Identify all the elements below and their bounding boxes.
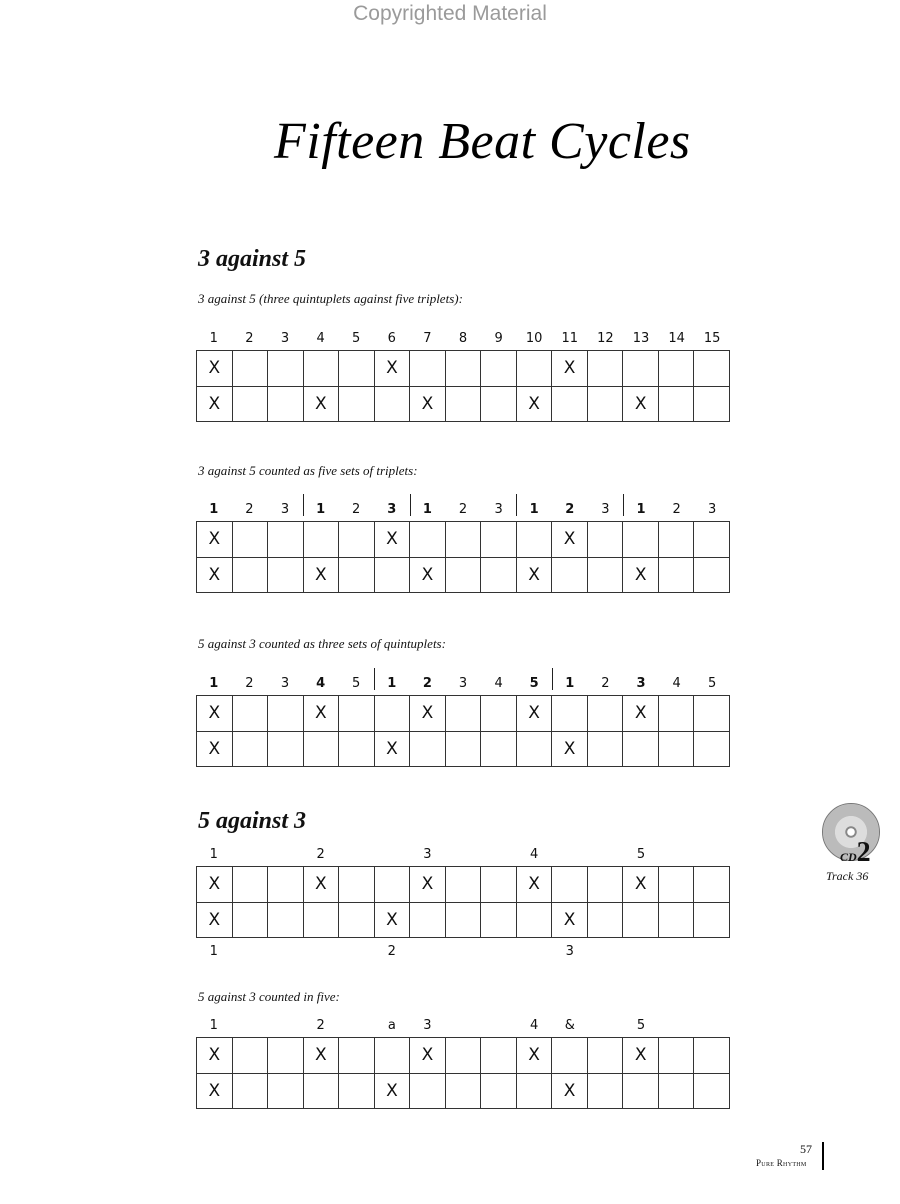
- rest-cell: [303, 902, 339, 938]
- rest-cell: [587, 386, 623, 422]
- cd-prefix: CD: [840, 850, 857, 864]
- beat-count-label: 5: [708, 676, 717, 691]
- beat-count-label: 1: [565, 676, 575, 691]
- rest-cell: [694, 1038, 730, 1074]
- cd-disc-number: 2: [856, 837, 871, 868]
- rest-cell: [445, 386, 481, 422]
- rest-cell: [232, 386, 268, 422]
- beat-count-label: 7: [423, 331, 432, 346]
- section-heading-3-against-5: 3 against 5: [198, 246, 307, 272]
- hit-cell: X: [623, 557, 659, 593]
- hit-cell: X: [197, 351, 233, 387]
- hit-cell: X: [197, 1038, 233, 1074]
- beat-count-label: 1: [316, 502, 326, 517]
- hit-cell: X: [623, 867, 659, 903]
- rest-cell: [339, 522, 375, 558]
- rest-cell: [410, 522, 446, 558]
- rest-cell: [552, 696, 588, 732]
- hit-cell: X: [197, 522, 233, 558]
- rhythm-grid: [196, 350, 730, 422]
- rest-cell: [303, 351, 339, 387]
- rest-cell: [445, 522, 481, 558]
- grid-row: [197, 867, 730, 903]
- hit-cell: X: [516, 696, 552, 732]
- beat-count-label: 3: [601, 502, 610, 517]
- rest-cell: [481, 902, 517, 938]
- hit-cell: X: [623, 386, 659, 422]
- rest-cell: [658, 902, 694, 938]
- hit-cell: X: [197, 386, 233, 422]
- hit-cell: X: [303, 867, 339, 903]
- beat-count-label: 5: [636, 1018, 646, 1033]
- beat-count-label: 1: [209, 331, 218, 346]
- beat-count-label: 3: [280, 331, 290, 346]
- hit-cell: X: [516, 386, 552, 422]
- beat-count-label: 5: [352, 676, 361, 691]
- rest-cell: [232, 522, 268, 558]
- group-divider: [552, 668, 553, 690]
- running-footer-title: Pure Rhythm: [756, 1158, 807, 1168]
- beat-count-label: 2: [316, 847, 325, 862]
- hit-cell: X: [552, 1073, 588, 1109]
- beat-count-label: 3: [494, 502, 503, 517]
- rest-cell: [481, 867, 517, 903]
- beat-count-label: 3: [280, 502, 290, 517]
- hit-cell: X: [410, 1038, 446, 1074]
- rest-cell: [339, 1073, 375, 1109]
- rest-cell: [481, 557, 517, 593]
- beat-count-label: 2: [352, 502, 361, 517]
- beat-count-label: 1: [529, 502, 539, 517]
- rest-cell: [623, 731, 659, 767]
- rest-cell: [658, 1038, 694, 1074]
- rest-cell: [516, 902, 552, 938]
- rest-cell: [623, 522, 659, 558]
- grid-row: [197, 522, 730, 558]
- beat-count-label: 5: [529, 676, 539, 691]
- count-row-bottom: [196, 944, 730, 962]
- rest-cell: [232, 1073, 268, 1109]
- footer-rule: [822, 1142, 824, 1170]
- count-row: [196, 847, 730, 865]
- rest-cell: [445, 867, 481, 903]
- rest-cell: [587, 731, 623, 767]
- beat-count-label: 3: [636, 676, 646, 691]
- beat-count-label: 1: [422, 502, 432, 517]
- beat-count-label: 2: [245, 331, 254, 346]
- beat-count-label: 2: [387, 944, 396, 959]
- hit-cell: X: [623, 696, 659, 732]
- cd-track-number: Track 36: [826, 869, 869, 883]
- rest-cell: [268, 696, 304, 732]
- rest-cell: [658, 867, 694, 903]
- beat-count-label: 14: [668, 331, 685, 346]
- rest-cell: [481, 696, 517, 732]
- beat-count-label: 9: [494, 331, 503, 346]
- rest-cell: [374, 867, 410, 903]
- rest-cell: [587, 557, 623, 593]
- beat-count-label: 1: [209, 676, 219, 691]
- rest-cell: [587, 902, 623, 938]
- beat-count-label: 2: [245, 502, 254, 517]
- rest-cell: [374, 386, 410, 422]
- rest-cell: [445, 1073, 481, 1109]
- rest-cell: [516, 522, 552, 558]
- beat-count-label: 4: [316, 331, 325, 346]
- rest-cell: [268, 351, 304, 387]
- beat-count-label: 3: [708, 502, 717, 517]
- rest-cell: [374, 696, 410, 732]
- hit-cell: X: [197, 902, 233, 938]
- rest-cell: [481, 386, 517, 422]
- rest-cell: [445, 351, 481, 387]
- rest-cell: [339, 696, 375, 732]
- caption-five-sets-of-triplets: 3 against 5 counted as five sets of triplets:: [198, 463, 418, 478]
- rest-cell: [658, 557, 694, 593]
- grid-row: [197, 902, 730, 938]
- hit-cell: X: [303, 696, 339, 732]
- rest-cell: [658, 731, 694, 767]
- beat-count-label: 3: [423, 1018, 432, 1033]
- beat-count-label: 11: [561, 331, 579, 346]
- cd-track-badge: [820, 803, 882, 883]
- beat-count-label: 2: [672, 502, 681, 517]
- rest-cell: [481, 731, 517, 767]
- hit-cell: X: [303, 557, 339, 593]
- rest-cell: [445, 557, 481, 593]
- rest-cell: [268, 1038, 304, 1074]
- hit-cell: X: [374, 731, 410, 767]
- beat-count-label: 8: [458, 331, 468, 346]
- rest-cell: [339, 1038, 375, 1074]
- beat-count-label: 2: [458, 502, 468, 517]
- beat-count-label: 5: [352, 331, 361, 346]
- rest-cell: [694, 902, 730, 938]
- beat-count-label: 2: [601, 676, 610, 691]
- grid-row: [197, 696, 730, 732]
- rest-cell: [232, 557, 268, 593]
- beat-count-label: &: [564, 1018, 575, 1033]
- rest-cell: [481, 1038, 517, 1074]
- hit-cell: X: [303, 1038, 339, 1074]
- rest-cell: [410, 731, 446, 767]
- group-divider: [374, 668, 375, 690]
- rest-cell: [445, 731, 481, 767]
- rest-cell: [445, 696, 481, 732]
- rest-cell: [587, 351, 623, 387]
- rest-cell: [516, 1073, 552, 1109]
- beat-count-label: 15: [703, 331, 721, 346]
- rest-cell: [339, 557, 375, 593]
- caption-three-quintuplets: 3 against 5 (three quintuplets against five triplets):: [198, 291, 463, 306]
- rest-cell: [481, 351, 517, 387]
- rhythm-grid: [196, 695, 730, 767]
- cd-label: [840, 837, 871, 869]
- beat-count-label: 4: [316, 676, 326, 691]
- hit-cell: X: [374, 902, 410, 938]
- hit-cell: X: [197, 1073, 233, 1109]
- beat-count-label: 5: [636, 847, 646, 862]
- rest-cell: [232, 1038, 268, 1074]
- beat-count-label: 3: [387, 502, 397, 517]
- rhythm-grid: [196, 1037, 730, 1109]
- beat-count-label: 1: [209, 847, 218, 862]
- hit-cell: X: [197, 731, 233, 767]
- rhythm-grid: [196, 866, 730, 938]
- caption-three-sets-of-quintuplets: 5 against 3 counted as three sets of quintuplets:: [198, 636, 446, 651]
- rest-cell: [410, 1073, 446, 1109]
- beat-count-label: 2: [316, 1018, 325, 1033]
- beat-count-label: 4: [672, 676, 681, 691]
- rest-cell: [410, 351, 446, 387]
- rest-cell: [694, 1073, 730, 1109]
- grid-row: [197, 557, 730, 593]
- rest-cell: [303, 1073, 339, 1109]
- hit-cell: X: [552, 522, 588, 558]
- rest-cell: [658, 522, 694, 558]
- beat-count-label: 10: [525, 331, 543, 346]
- rest-cell: [694, 867, 730, 903]
- beat-count-label: 6: [387, 331, 396, 346]
- grid-row: [197, 1073, 730, 1109]
- rest-cell: [232, 696, 268, 732]
- rest-cell: [552, 867, 588, 903]
- hit-cell: X: [374, 1073, 410, 1109]
- grid-row: [197, 1038, 730, 1074]
- beat-count-label: 1: [387, 676, 397, 691]
- rest-cell: [232, 867, 268, 903]
- rest-cell: [694, 351, 730, 387]
- rest-cell: [587, 1073, 623, 1109]
- rest-cell: [268, 522, 304, 558]
- beat-count-label: 12: [597, 331, 614, 346]
- beat-count-label: 1: [209, 1018, 218, 1033]
- rest-cell: [658, 351, 694, 387]
- rest-cell: [268, 867, 304, 903]
- rest-cell: [339, 386, 375, 422]
- rest-cell: [587, 1038, 623, 1074]
- beat-count-label: 3: [280, 676, 290, 691]
- group-divider: [516, 494, 517, 516]
- beat-count-label: 3: [423, 847, 432, 862]
- rest-cell: [481, 1073, 517, 1109]
- rest-cell: [339, 902, 375, 938]
- rest-cell: [694, 386, 730, 422]
- hit-cell: X: [197, 557, 233, 593]
- hit-cell: X: [516, 867, 552, 903]
- rhythm-grid: [196, 521, 730, 593]
- rest-cell: [587, 696, 623, 732]
- rest-cell: [623, 1073, 659, 1109]
- hit-cell: X: [410, 867, 446, 903]
- rest-cell: [552, 386, 588, 422]
- count-row: [196, 502, 730, 520]
- rest-cell: [552, 557, 588, 593]
- beat-count-label: 1: [209, 502, 219, 517]
- hit-cell: X: [623, 1038, 659, 1074]
- beat-count-label: 2: [245, 676, 254, 691]
- rest-cell: [445, 902, 481, 938]
- rest-cell: [445, 1038, 481, 1074]
- rest-cell: [303, 522, 339, 558]
- beat-count-label: 4: [530, 1018, 539, 1033]
- rest-cell: [268, 1073, 304, 1109]
- hit-cell: X: [410, 696, 446, 732]
- hit-cell: X: [374, 351, 410, 387]
- rest-cell: [232, 902, 268, 938]
- rest-cell: [303, 731, 339, 767]
- beat-count-label: 13: [632, 331, 650, 346]
- rest-cell: [232, 351, 268, 387]
- rest-cell: [694, 557, 730, 593]
- rest-cell: [587, 522, 623, 558]
- beat-count-label: a: [387, 1018, 396, 1033]
- beat-count-label: 1: [209, 944, 218, 959]
- beat-count-label: 4: [494, 676, 503, 691]
- rest-cell: [410, 902, 446, 938]
- rest-cell: [232, 731, 268, 767]
- hit-cell: X: [374, 522, 410, 558]
- hit-cell: X: [516, 1038, 552, 1074]
- count-row: [196, 331, 730, 349]
- beat-count-label: 2: [422, 676, 432, 691]
- rest-cell: [623, 902, 659, 938]
- hit-cell: X: [410, 386, 446, 422]
- hit-cell: X: [552, 351, 588, 387]
- rest-cell: [516, 731, 552, 767]
- beat-count-label: 3: [458, 676, 468, 691]
- grid-row: [197, 351, 730, 387]
- rest-cell: [339, 731, 375, 767]
- count-row: [196, 676, 730, 694]
- rest-cell: [268, 731, 304, 767]
- beat-count-label: 2: [565, 502, 575, 517]
- copyright-watermark: Copyrighted Material: [353, 2, 547, 25]
- rest-cell: [658, 386, 694, 422]
- rest-cell: [694, 522, 730, 558]
- rest-cell: [481, 522, 517, 558]
- hit-cell: X: [516, 557, 552, 593]
- beat-count-label: 1: [636, 502, 646, 517]
- caption-counted-in-five: 5 against 3 counted in five:: [198, 989, 340, 1004]
- group-divider: [303, 494, 304, 516]
- page-number: 57: [800, 1142, 812, 1156]
- rest-cell: [694, 731, 730, 767]
- page-title: Fifteen Beat Cycles: [274, 113, 691, 170]
- rest-cell: [516, 351, 552, 387]
- hit-cell: X: [552, 902, 588, 938]
- rest-cell: [268, 902, 304, 938]
- beat-count-label: 3: [565, 944, 574, 959]
- group-divider: [623, 494, 624, 516]
- rest-cell: [339, 351, 375, 387]
- rest-cell: [658, 696, 694, 732]
- rest-cell: [658, 1073, 694, 1109]
- group-divider: [410, 494, 411, 516]
- rest-cell: [694, 696, 730, 732]
- rest-cell: [623, 351, 659, 387]
- rest-cell: [339, 867, 375, 903]
- hit-cell: X: [303, 386, 339, 422]
- grid-row: [197, 731, 730, 767]
- beat-count-label: 4: [530, 847, 539, 862]
- rest-cell: [268, 386, 304, 422]
- rest-cell: [374, 557, 410, 593]
- section-heading-5-against-3: 5 against 3: [198, 808, 307, 834]
- hit-cell: X: [197, 696, 233, 732]
- rest-cell: [552, 1038, 588, 1074]
- rest-cell: [374, 1038, 410, 1074]
- rest-cell: [268, 557, 304, 593]
- hit-cell: X: [197, 867, 233, 903]
- hit-cell: X: [552, 731, 588, 767]
- hit-cell: X: [410, 557, 446, 593]
- rest-cell: [587, 867, 623, 903]
- grid-row: [197, 386, 730, 422]
- count-row: [196, 1018, 730, 1036]
